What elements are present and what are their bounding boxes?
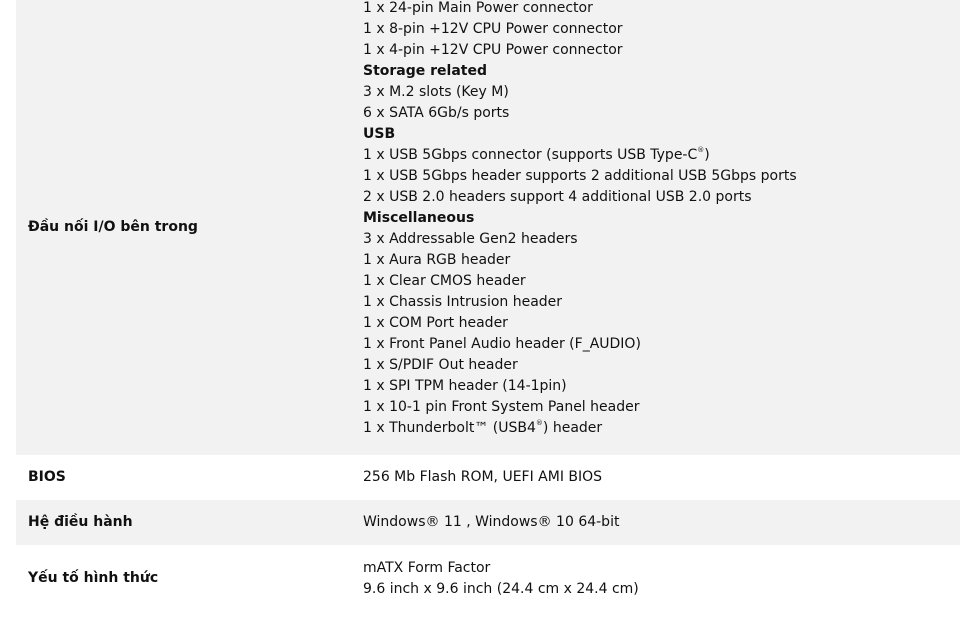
spec-line-text: 1 x Aura RGB header <box>363 251 511 268</box>
spec-section-heading <box>363 61 960 82</box>
spec-value-os: Windows® 11 , Windows® 10 64-bit <box>363 514 620 530</box>
spec-line <box>363 292 960 313</box>
spec-line <box>363 145 960 166</box>
spec-line-text: 1 x 8-pin +12V CPU Power connector <box>363 20 623 37</box>
spec-row-os <box>16 500 960 545</box>
spec-line <box>363 418 960 439</box>
spec-line <box>363 579 960 600</box>
spec-line <box>363 271 960 292</box>
spec-line-text: 9.6 inch x 9.6 inch (24.4 cm x 24.4 cm) <box>363 580 639 597</box>
spec-line-text: 1 x Thunderbolt™ (USB4 <box>363 419 536 436</box>
spec-table <box>16 0 960 612</box>
spec-line-text: 1 x 10-1 pin Front System Panel header <box>363 398 640 415</box>
spec-line <box>363 558 960 579</box>
spec-line <box>363 313 960 334</box>
spec-line-text: Miscellaneous <box>363 209 475 226</box>
spec-line <box>363 229 960 250</box>
spec-line-text: Storage related <box>363 62 487 79</box>
spec-line <box>363 187 960 208</box>
registered-mark: ® <box>535 418 543 427</box>
spec-line <box>363 82 960 103</box>
spec-label-form-factor: Yếu tố hình thức <box>28 570 159 586</box>
spec-line-text: 1 x Chassis Intrusion header <box>363 293 563 310</box>
spec-line-text: 1 x 24-pin Main Power connector <box>363 0 593 16</box>
spec-line-text: 2 x USB 2.0 headers support 4 additional USB 2.0 ports <box>363 188 752 205</box>
spec-line-suffix: ) <box>704 146 710 163</box>
spec-value-form-factor <box>363 558 960 600</box>
spec-row-internal-io <box>16 0 960 455</box>
spec-line-suffix: ) header <box>542 419 603 436</box>
spec-row-bios <box>16 455 960 500</box>
spec-row-form-factor <box>16 545 960 612</box>
spec-section-heading <box>363 208 960 229</box>
spec-line <box>363 334 960 355</box>
spec-value-internal-io <box>363 0 960 439</box>
spec-line-text: USB <box>363 125 396 142</box>
spec-line-text: 1 x USB 5Gbps connector (supports USB Type-C <box>363 146 698 163</box>
spec-line-text: mATX Form Factor <box>363 559 491 576</box>
spec-line <box>363 103 960 124</box>
spec-line <box>363 250 960 271</box>
spec-line <box>363 397 960 418</box>
spec-section-heading <box>363 124 960 145</box>
spec-line-text: 1 x S/PDIF Out header <box>363 356 518 373</box>
spec-line <box>363 40 960 61</box>
spec-label-os: Hệ điều hành <box>28 514 133 530</box>
spec-line <box>363 0 960 19</box>
spec-label-internal-io: Đầu nối I/O bên trong <box>28 219 198 235</box>
spec-line-text: 1 x Front Panel Audio header (F_AUDIO) <box>363 335 641 352</box>
spec-line-text: 6 x SATA 6Gb/s ports <box>363 104 510 121</box>
spec-line-text: 3 x Addressable Gen2 headers <box>363 230 578 247</box>
spec-line-text: 1 x COM Port header <box>363 314 508 331</box>
spec-line-text: 1 x 4-pin +12V CPU Power connector <box>363 41 623 58</box>
spec-value-bios: 256 Mb Flash ROM, UEFI AMI BIOS <box>363 469 603 485</box>
spec-line-text: 1 x Clear CMOS header <box>363 272 526 289</box>
spec-line <box>363 19 960 40</box>
spec-line-text: 1 x SPI TPM header (14-1pin) <box>363 377 567 394</box>
spec-line-text: 3 x M.2 slots (Key M) <box>363 83 509 100</box>
spec-line <box>363 376 960 397</box>
spec-label-bios: BIOS <box>28 469 66 485</box>
spec-line-text: 1 x USB 5Gbps header supports 2 additional USB 5Gbps ports <box>363 167 797 184</box>
registered-mark: ® <box>697 145 705 154</box>
spec-line <box>363 166 960 187</box>
spec-line <box>363 355 960 376</box>
